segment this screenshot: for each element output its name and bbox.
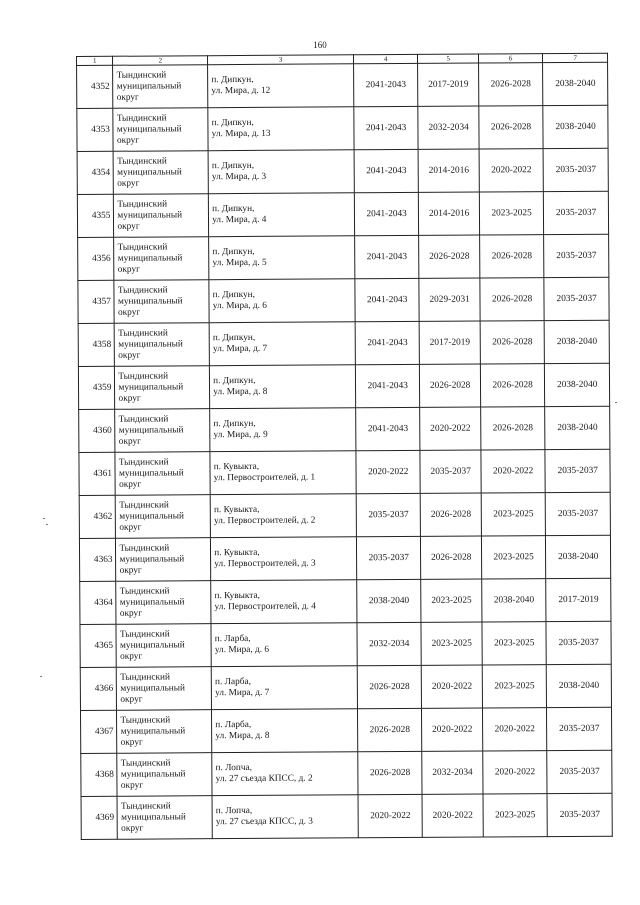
period-column-7: 2038-2040 <box>543 105 608 148</box>
street-line: ул. Мира, д. 4 <box>212 214 267 226</box>
table-row <box>80 621 611 667</box>
municipality-cell: Тындинский муниципальный округ <box>115 323 210 367</box>
settlement-line: п. Дипкун, <box>212 332 256 344</box>
period-column-7: 2038-2040 <box>543 62 608 105</box>
municipality-cell: Тындинский муниципальный округ <box>114 194 209 238</box>
settlement-line: п. Дипкун, <box>212 246 255 258</box>
housing-registry-table <box>76 53 613 840</box>
period-column-5: 2032-2034 <box>422 751 483 794</box>
municipality-cell: Тындинский муниципальный округ <box>115 452 210 496</box>
period-column-6: 2026-2028 <box>480 364 545 407</box>
period-column-7: 2035-2037 <box>547 793 612 836</box>
period-column-4: 2026-2028 <box>358 751 423 794</box>
municipality-cell: Тындинский муниципальный округ <box>114 151 209 195</box>
municipality-cell: Тындинский муниципальный округ <box>114 237 209 281</box>
row-number: 4369 <box>81 796 118 839</box>
period-column-4: 2041-2043 <box>353 63 418 106</box>
address-cell <box>209 322 355 366</box>
period-column-7: 2035-2037 <box>546 492 611 535</box>
street-line: ул. Мира, д. 6 <box>212 300 267 312</box>
municipality-cell: Тындинский муниципальный округ <box>116 495 211 539</box>
address-cell <box>208 107 354 151</box>
period-column-4: 2041-2043 <box>355 235 420 278</box>
address-cell <box>208 150 354 194</box>
period-column-6: 2026-2028 <box>479 235 544 278</box>
street-line: ул. Первостроителей, д. 3 <box>214 558 316 570</box>
period-column-6: 2023-2025 <box>483 794 548 837</box>
municipality-cell: Тындинский муниципальный округ <box>113 65 208 109</box>
column-number-7: 7 <box>543 53 608 62</box>
period-column-6: 2026-2028 <box>479 106 544 149</box>
period-column-4: 2032-2034 <box>357 622 422 665</box>
period-column-4: 2041-2043 <box>354 149 419 192</box>
street-line: ул. Мира, д. 8 <box>213 386 268 398</box>
period-column-6: 2023-2025 <box>481 536 546 579</box>
period-column-4: 2041-2043 <box>355 278 420 321</box>
period-column-4: 2041-2043 <box>355 364 420 407</box>
row-number: 4367 <box>80 710 117 753</box>
municipality-cell: Тындинский муниципальный округ <box>117 796 212 840</box>
period-column-5: 2020-2022 <box>422 794 483 837</box>
municipality-cell: Тындинский муниципальный округ <box>113 108 208 152</box>
row-number: 4364 <box>80 581 117 624</box>
period-column-7: 2035-2037 <box>544 277 609 320</box>
address-cell <box>211 580 357 624</box>
table-row <box>80 707 611 753</box>
period-column-5: 2035-2037 <box>420 450 481 493</box>
street-line: ул. 27 съезда КПСС, д. 2 <box>215 773 313 785</box>
table-row <box>79 535 610 581</box>
street-line: ул. Мира, д. 12 <box>211 85 271 97</box>
row-number: 4366 <box>80 667 117 710</box>
settlement-line: п. Дипкун, <box>212 289 255 301</box>
period-column-5: 2029-2031 <box>419 278 480 321</box>
column-number-3: 3 <box>208 55 354 65</box>
period-column-6: 2026-2028 <box>478 63 543 106</box>
scan-speck <box>43 518 45 519</box>
period-column-6: 2020-2022 <box>482 708 547 751</box>
settlement-line: п. Кувыкта, <box>214 590 260 602</box>
settlement-line: п. Кувыкта, <box>213 461 260 473</box>
street-line: ул. Мира, д. 13 <box>211 128 271 140</box>
scan-speck <box>615 402 617 403</box>
table-row <box>79 406 610 452</box>
address-cell <box>210 365 356 409</box>
period-column-4: 2035-2037 <box>356 536 421 579</box>
municipality-cell: Тындинский муниципальный округ <box>116 538 211 582</box>
settlement-line: п. Дипкун, <box>211 160 255 172</box>
period-column-5: 2017-2019 <box>420 321 481 364</box>
row-number: 4352 <box>77 65 114 108</box>
scan-speck <box>46 524 48 525</box>
period-column-5: 2026-2028 <box>421 536 482 579</box>
table-row <box>77 191 608 237</box>
street-line: ул. Мира, д. 5 <box>212 257 267 269</box>
table-row <box>78 234 609 280</box>
period-column-6: 2026-2028 <box>480 278 545 321</box>
page-number: 160 <box>313 40 327 50</box>
settlement-line: п. Лопча, <box>215 805 253 817</box>
period-column-5: 2020-2022 <box>422 708 483 751</box>
period-column-4: 2020-2022 <box>358 794 423 837</box>
municipality-cell: Тындинский муниципальный округ <box>117 753 212 797</box>
period-column-6: 2026-2028 <box>480 407 545 450</box>
period-column-7: 2035-2037 <box>545 449 610 492</box>
period-column-7: 2038-2040 <box>545 406 610 449</box>
table-body <box>77 62 613 839</box>
period-column-7: 2035-2037 <box>546 621 611 664</box>
period-column-6: 2038-2040 <box>482 579 547 622</box>
period-column-6: 2020-2022 <box>479 149 544 192</box>
table-row <box>77 62 608 108</box>
settlement-line: п. Дипкун, <box>213 375 256 387</box>
settlement-line: п. Дипкун, <box>212 203 255 215</box>
address-cell <box>209 193 355 237</box>
settlement-line: п. Дипкун, <box>211 117 254 129</box>
municipality-cell: Тындинский муниципальный округ <box>117 667 212 711</box>
row-number: 4360 <box>79 409 116 452</box>
period-column-6: 2023-2025 <box>482 622 547 665</box>
period-column-4: 2041-2043 <box>354 192 419 235</box>
period-column-6: 2020-2022 <box>483 751 548 794</box>
address-cell <box>212 795 358 839</box>
period-column-4: 2041-2043 <box>355 321 420 364</box>
settlement-line: п. Ларба, <box>214 633 251 645</box>
period-column-5: 2020-2022 <box>420 407 481 450</box>
period-column-4: 2038-2040 <box>357 579 422 622</box>
period-column-4: 2041-2043 <box>356 407 421 450</box>
period-column-4: 2026-2028 <box>357 665 422 708</box>
table-row <box>78 363 609 409</box>
street-line: ул. Мира, д. 7 <box>212 343 268 355</box>
period-column-4: 2026-2028 <box>357 708 422 751</box>
period-column-7: 2038-2040 <box>547 664 612 707</box>
row-number: 4353 <box>77 108 114 151</box>
period-column-6: 2023-2025 <box>479 192 544 235</box>
row-number: 4363 <box>79 538 116 581</box>
period-column-6: 2020-2022 <box>481 450 546 493</box>
column-number-6: 6 <box>478 54 543 63</box>
address-cell <box>211 666 357 710</box>
address-cell <box>209 279 355 323</box>
period-column-5: 2026-2028 <box>421 493 482 536</box>
period-column-6: 2023-2025 <box>481 493 546 536</box>
period-column-7: 2035-2037 <box>544 191 609 234</box>
settlement-line: п. Ларба, <box>214 676 251 688</box>
municipality-cell: Тындинский муниципальный округ <box>116 624 211 668</box>
period-column-5: 2026-2028 <box>419 235 480 278</box>
period-column-5: 2023-2025 <box>421 579 482 622</box>
row-number: 4357 <box>78 280 115 323</box>
municipality-cell: Тындинский муниципальный округ <box>115 409 210 453</box>
row-number: 4361 <box>79 452 116 495</box>
period-column-5: 2026-2028 <box>420 364 481 407</box>
row-number: 4359 <box>78 366 115 409</box>
row-number: 4354 <box>77 151 114 194</box>
period-column-7: 2038-2040 <box>545 363 610 406</box>
settlement-line: п. Дипкун, <box>211 74 254 86</box>
address-cell <box>210 451 356 495</box>
street-line: ул. Мира, д. 9 <box>213 429 268 441</box>
municipality-cell: Тындинский муниципальный округ <box>117 710 212 754</box>
table-row <box>81 750 612 796</box>
column-number-5: 5 <box>418 54 478 63</box>
period-column-5: 2023-2025 <box>421 622 482 665</box>
table-row <box>77 148 608 194</box>
period-column-7: 2035-2037 <box>543 148 608 191</box>
column-number-1: 1 <box>77 56 113 65</box>
period-column-6: 2023-2025 <box>482 665 547 708</box>
period-column-4: 2020-2022 <box>356 450 421 493</box>
period-column-6: 2026-2028 <box>480 321 545 364</box>
period-column-5: 2020-2022 <box>422 665 483 708</box>
address-cell <box>208 64 354 108</box>
period-column-4: 2041-2043 <box>354 106 419 149</box>
settlement-line: п. Кувыкта, <box>213 504 260 516</box>
column-number-2: 2 <box>113 56 208 66</box>
table-row <box>80 578 611 624</box>
street-line: ул. Мира, д. 8 <box>215 730 270 742</box>
table-row <box>77 105 608 151</box>
street-line: ул. 27 съезда КПСС, д. 3 <box>215 816 313 828</box>
street-line: ул. Мира, д. 7 <box>215 687 270 699</box>
row-number: 4358 <box>78 323 115 366</box>
table-row <box>79 449 610 495</box>
settlement-line: п. Ларба, <box>215 719 252 731</box>
row-number: 4368 <box>81 753 118 796</box>
table-row <box>80 664 611 710</box>
table-row <box>78 320 609 366</box>
period-column-4: 2035-2037 <box>356 493 421 536</box>
period-column-7: 2017-2019 <box>546 578 611 621</box>
period-column-7: 2035-2037 <box>547 750 612 793</box>
table-row <box>79 492 610 538</box>
table-row <box>81 793 612 839</box>
period-column-5: 2014-2016 <box>419 192 480 235</box>
address-cell <box>210 494 356 538</box>
row-number: 4355 <box>77 194 114 237</box>
column-number-4: 4 <box>353 54 418 63</box>
row-number: 4365 <box>80 624 117 667</box>
period-column-7: 2038-2040 <box>546 535 611 578</box>
period-column-5: 2014-2016 <box>419 149 480 192</box>
row-number: 4356 <box>78 237 115 280</box>
municipality-cell: Тындинский муниципальный округ <box>116 581 211 625</box>
address-cell <box>209 236 355 280</box>
address-cell <box>210 408 356 452</box>
scan-speck <box>40 676 42 677</box>
period-column-7: 2035-2037 <box>544 234 609 277</box>
street-line: ул. Первостроителей, д. 2 <box>213 515 316 527</box>
table-row <box>78 277 609 323</box>
street-line: ул. Первостроителей, д. 4 <box>214 601 316 613</box>
address-cell <box>211 623 357 667</box>
municipality-cell: Тындинский муниципальный округ <box>114 280 209 324</box>
period-column-5: 2017-2019 <box>418 63 479 106</box>
settlement-line: п. Лопча, <box>215 762 253 774</box>
period-column-7: 2038-2040 <box>545 320 610 363</box>
street-line: ул. Мира, д. 6 <box>214 644 270 656</box>
municipality-cell: Тындинский муниципальный округ <box>115 366 210 410</box>
row-number: 4362 <box>79 495 116 538</box>
settlement-line: п. Кувыкта, <box>214 547 260 559</box>
period-column-7: 2035-2037 <box>547 707 612 750</box>
period-column-5: 2032-2034 <box>418 106 479 149</box>
street-line: ул. Мира, д. 3 <box>211 171 267 183</box>
street-line: ул. Первостроителей, д. 1 <box>213 472 316 484</box>
address-cell <box>212 752 358 796</box>
address-cell <box>212 709 358 753</box>
address-cell <box>211 537 357 581</box>
settlement-line: п. Дипкун, <box>213 418 256 430</box>
